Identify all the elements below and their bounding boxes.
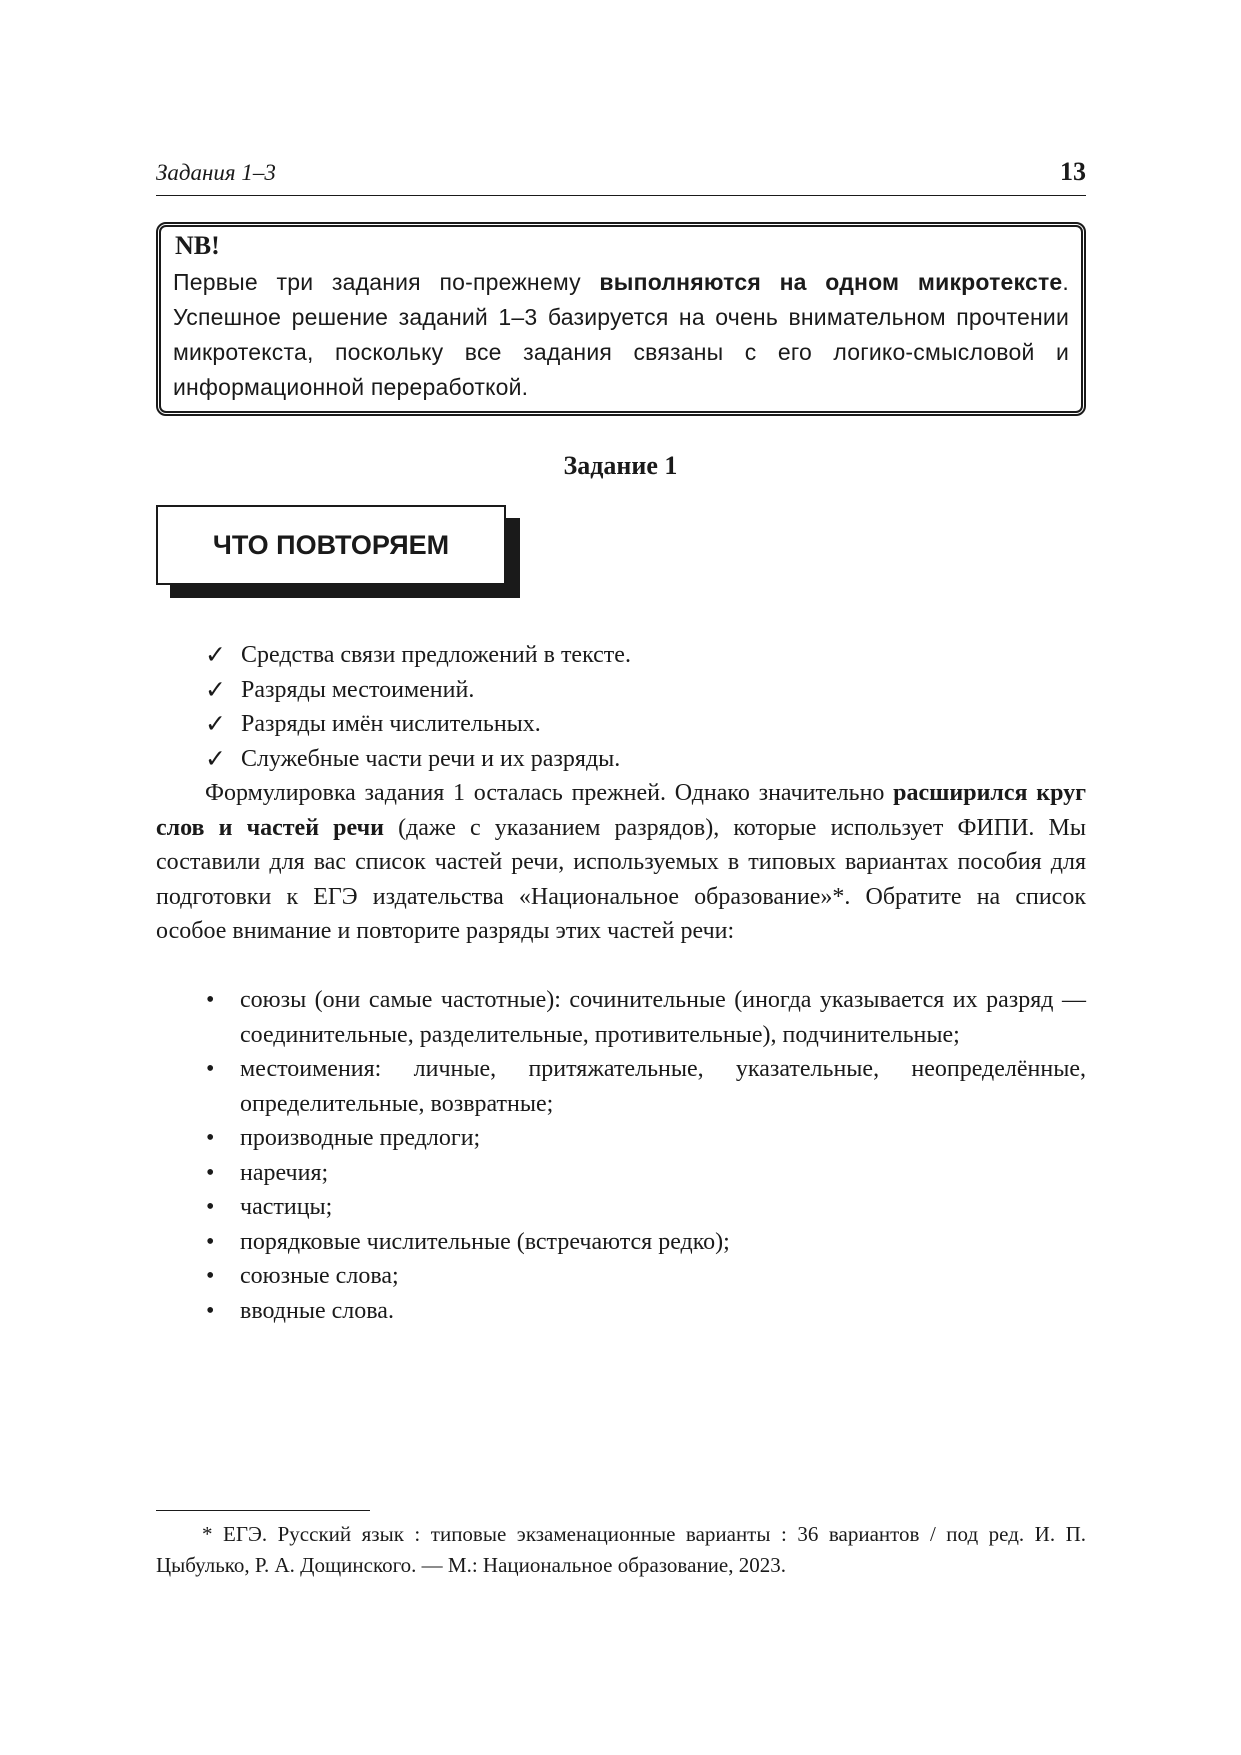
bullet-icon: •	[206, 1056, 215, 1082]
check-item	[205, 673, 1085, 708]
nb-note-box	[156, 222, 1086, 416]
bullet-list	[206, 983, 1086, 1328]
bullet-item	[206, 1225, 1086, 1260]
bullet-item	[206, 1052, 1086, 1121]
check-list	[205, 638, 1085, 776]
bullet-item	[206, 983, 1086, 1052]
check-item-text: Разряды местоимений.	[241, 676, 475, 703]
nb-text	[173, 265, 1069, 405]
bullet-item	[206, 1156, 1086, 1191]
bullet-text: союзы (они самые частотные): сочинительные (иногда указывается их разряд — соединительные, разделительные, противительные), подчинительные;	[240, 987, 1086, 1048]
bullet-icon: •	[206, 1159, 215, 1186]
bullet-item	[206, 1294, 1086, 1329]
bullet-text: порядковые числительные (встречаются редко);	[240, 1228, 730, 1255]
repeat-label: ЧТО ПОВТОРЯЕМ	[212, 529, 450, 560]
bullet-icon: •	[206, 1297, 215, 1324]
bullet-text: местоимения: личные, притяжательные, указательные, неопределённые, определительные, возвратные;	[240, 1056, 1086, 1117]
bullet-item	[206, 1190, 1086, 1225]
check-item-text: Служебные части речи и их разряды.	[241, 745, 621, 772]
bullet-text: вводные слова.	[240, 1297, 394, 1324]
bullet-text: наречия;	[240, 1159, 329, 1186]
check-item	[205, 707, 1085, 742]
checkmark-icon: ✓	[205, 743, 226, 773]
checkmark-icon: ✓	[205, 640, 226, 669]
checkmark-icon: ✓	[205, 709, 226, 738]
bullet-icon: •	[206, 1263, 215, 1289]
bullet-item	[206, 1259, 1086, 1294]
check-item-text: Разряды имён числительных.	[241, 711, 541, 737]
bullet-icon: •	[206, 1228, 215, 1255]
nb-text-bold: выполняются на одном микротексте	[599, 269, 1063, 295]
running-header	[156, 157, 1086, 194]
paragraph-part2: (даже с указанием разрядов), которые использует ФИПИ. Мы составили для вас список частей речи, используемых в типовых вариантах пособия для подготовки к ЕГЭ издательства «Национальное образование»*. Обратите на список особое внимание и повторите разряды этих частей речи:	[156, 814, 1087, 944]
nb-text-part1: Первые три задания по-прежнему	[173, 269, 600, 295]
paragraph-bold: расширился круг слов и частей речи	[156, 780, 1087, 841]
nb-text-part2: . Успешное решение заданий 1–3 базируется на очень внимательном прочтении микротекста, поскольку все задания связаны с его логико-смысловой и информационной переработкой.	[173, 269, 1069, 400]
page-number: 13	[1060, 157, 1086, 186]
check-item-text: Средства связи предложений в тексте.	[241, 642, 631, 668]
check-item	[205, 638, 1085, 673]
header-rule	[156, 195, 1086, 196]
paragraph-part1: Формулировка задания 1 осталась прежней. Однако значительно	[205, 780, 894, 806]
body-paragraph	[156, 776, 1086, 949]
bullet-text: союзные слова;	[240, 1263, 399, 1289]
bullet-item	[206, 1121, 1086, 1156]
bullet-icon: •	[206, 1194, 215, 1220]
checkmark-icon: ✓	[205, 674, 226, 704]
repeat-box	[156, 505, 506, 585]
bullet-icon: •	[206, 987, 215, 1013]
nb-title: NB!	[175, 231, 220, 260]
check-item	[205, 742, 1085, 777]
footnote: * ЕГЭ. Русский язык : типовые экзаменационные варианты : 36 вариантов / под ред. И. П. Цыбулько, Р. А. Дощинского. — М.: Национальное образование, 2023.	[156, 1522, 1086, 1577]
bullet-icon: •	[206, 1125, 215, 1151]
footnote-rule	[156, 1510, 370, 1511]
section-title: Задания 1–3	[156, 160, 276, 185]
bullet-text: частицы;	[240, 1194, 333, 1220]
bullet-text: производные предлоги;	[240, 1125, 481, 1151]
task-heading: Задание 1	[563, 451, 678, 480]
